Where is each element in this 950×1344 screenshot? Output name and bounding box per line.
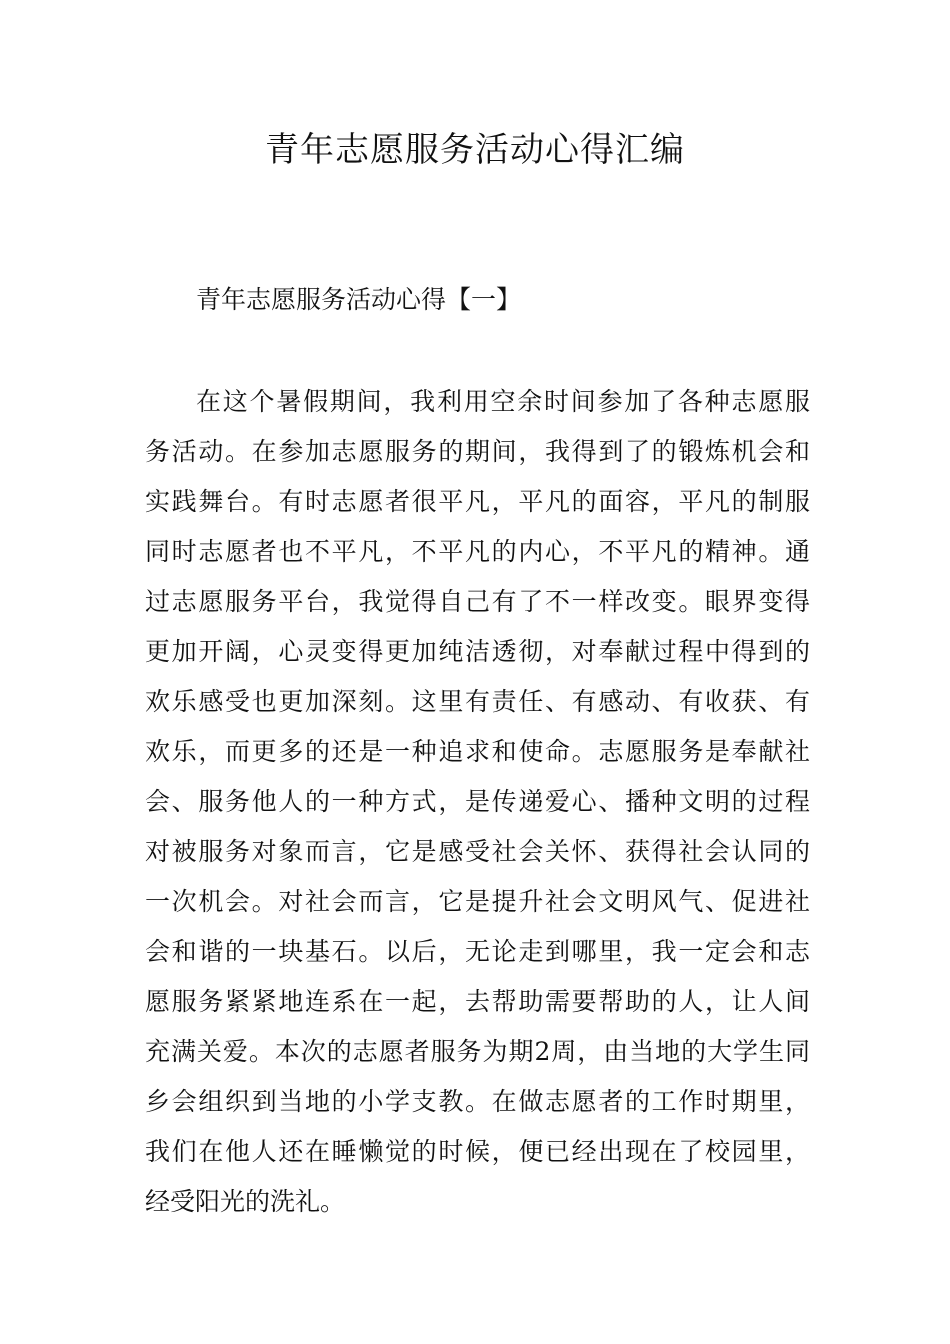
paragraph-line: 对被服务对象而言，它是感受社会关怀、获得社会认同的 xyxy=(145,837,810,866)
paragraph-line: 会、服务他人的一种方式，是传递爱心、播种文明的过程 xyxy=(145,787,810,816)
paragraph-line: 更加开阔，心灵变得更加纯洁透彻，对奉献过程中得到的 xyxy=(145,637,810,666)
paragraph-line: 会和谐的一块基石。以后，无论走到哪里，我一定会和志 xyxy=(145,937,810,966)
paragraph-line: 实践舞台。有时志愿者很平凡，平凡的面容，平凡的制服 xyxy=(145,487,810,516)
paragraph-line: 一次机会。对社会而言，它是提升社会文明风气、促进社 xyxy=(145,887,810,916)
paragraph-line: 欢乐，而更多的还是一种追求和使命。志愿服务是奉献社 xyxy=(145,737,810,766)
paragraph xyxy=(145,377,810,1227)
document-title: 青年志愿服务活动心得汇编 xyxy=(265,130,685,170)
paragraph-line: 欢乐感受也更加深刻。这里有责任、有感动、有收获、有 xyxy=(145,687,810,716)
paragraph-line: 务活动。在参加志愿服务的期间，我得到了的锻炼机会和 xyxy=(145,437,810,466)
paragraph-line: 经受阳光的洗礼。 xyxy=(145,1187,346,1216)
paragraph-line: 在这个暑假期间，我利用空余时间参加了各种志愿服 xyxy=(196,387,810,416)
paragraph-line: 过志愿服务平台，我觉得自己有了不一样改变。眼界变得 xyxy=(145,587,810,616)
section-heading: 青年志愿服务活动心得【一】 xyxy=(196,285,522,314)
paragraph-line: 我们在他人还在睡懒觉的时候，便已经出现在了校园里， xyxy=(145,1137,810,1166)
paragraph-line: 同时志愿者也不平凡，不平凡的内心，不平凡的精神。通 xyxy=(145,537,810,566)
paragraph-line: 乡会组织到当地的小学支教。在做志愿者的工作时期里， xyxy=(145,1087,810,1116)
paragraph-line: 愿服务紧紧地连系在一起，去帮助需要帮助的人，让人间 xyxy=(145,987,810,1016)
paragraph-line: 充满关爱。本次的志愿者服务为期2周，由当地的大学生同 xyxy=(145,1037,810,1066)
